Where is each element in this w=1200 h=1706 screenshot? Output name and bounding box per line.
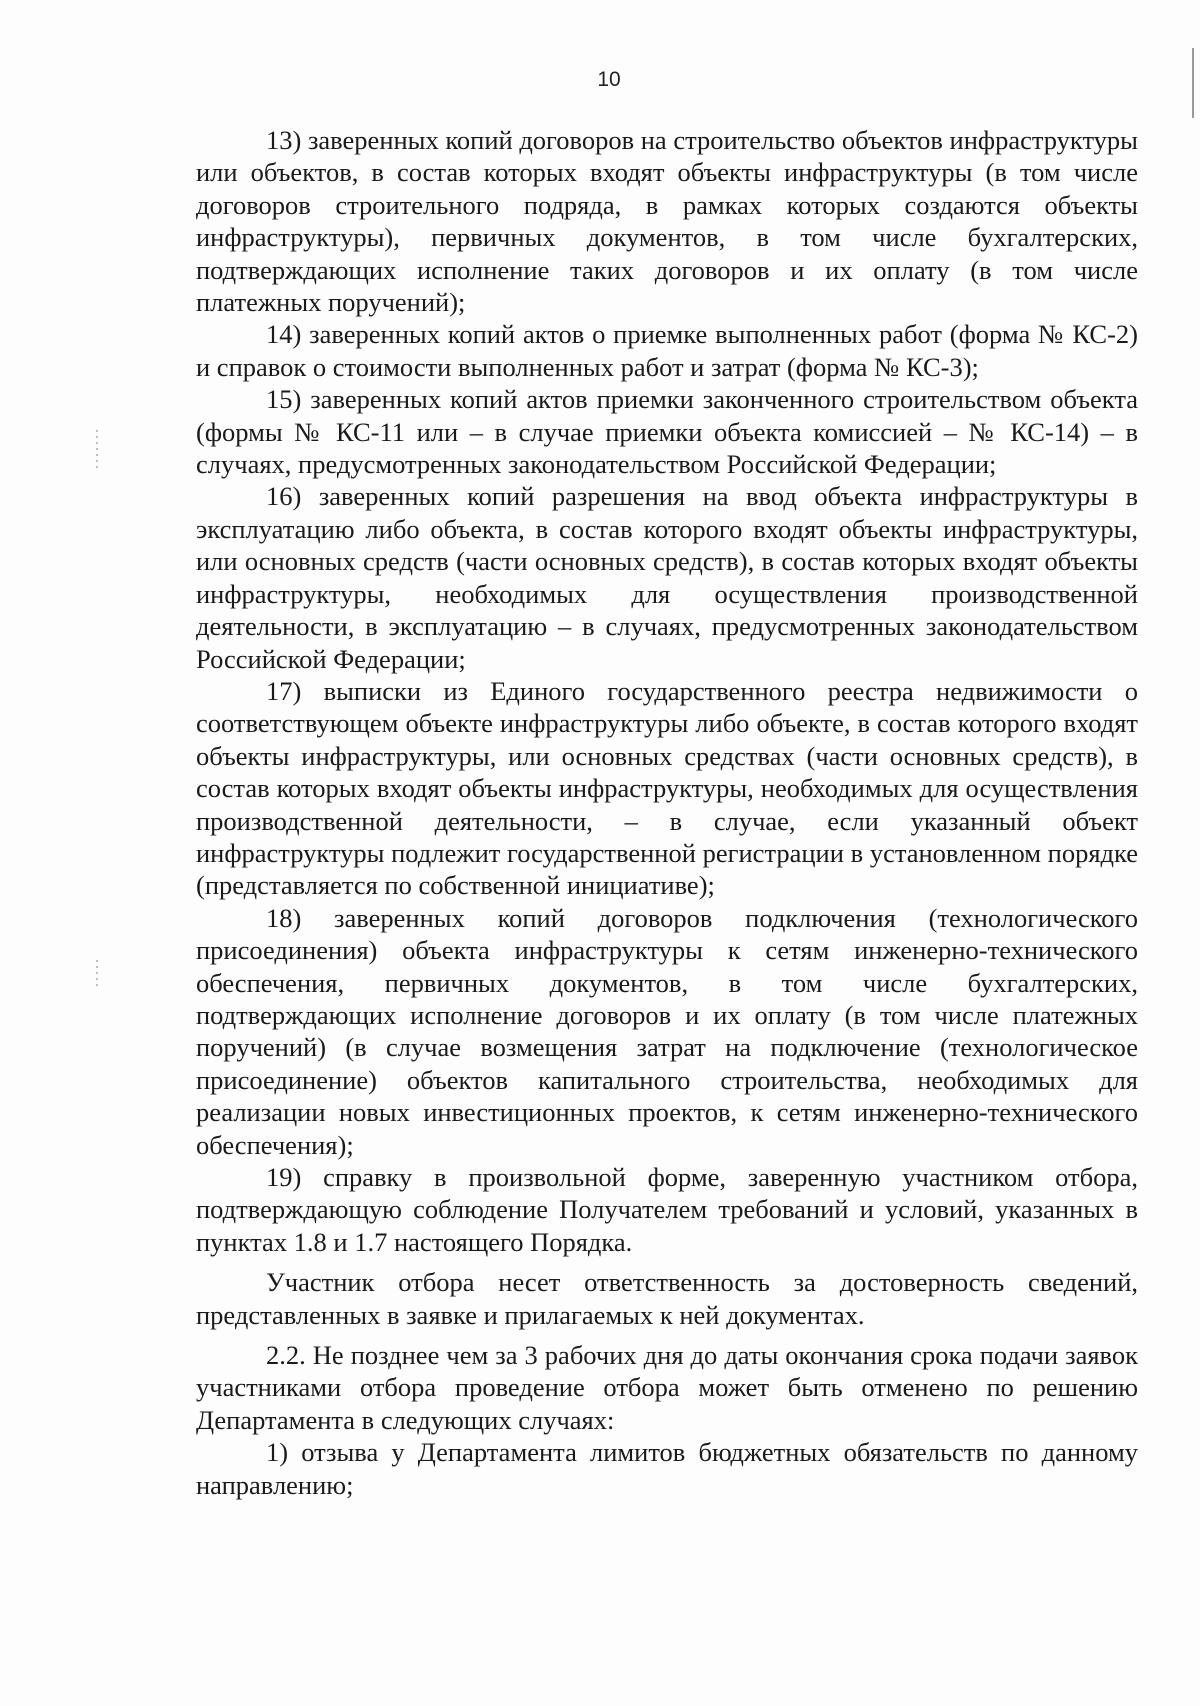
paragraph-item-15: 15) заверенных копий актов приемки законченного строительством объекта (формы № КС-11 или – в случае приемки объекта комиссией – № КС-14) – в случаях, предусмотренных законодательством Российской Федерации; — [196, 384, 1138, 480]
paragraph-item-19: 19) справку в произвольной форме, заверенную участником отбора, подтверждающую соблюдение Получателем требований и условий, указанных в пунктах 1.8 и 1.7 настоящего Порядка. — [196, 1162, 1138, 1257]
paragraph-item-18: 18) заверенных копий договоров подключения (технологического присоединения) объекта инфраструктуры к сетям инженерно-технического обеспечения, первичных документов, в том числе бухгалтерских, подтверждающих исполнение договоров и их оплату (в том числе платежных поручений) (в случае возмещения затрат на подключение (технологическое присоединение) объектов капитального строительства, необходимых для реализации новых инвестиционных проектов, к сетям инженерно-технического обеспечения); — [196, 902, 1138, 1160]
paragraph-2-2: 2.2. Не позднее чем за 3 рабочих дня до даты окончания срока подачи заявок участниками отбора проведение отбора может быть отменено по решению Департамента в следующих случаях: — [196, 1340, 1138, 1435]
paragraph-responsibility: Участник отбора несет ответственность за достоверность сведений, представленных в заявке и прилагаемых к ней документах. — [196, 1267, 1138, 1330]
paragraph-item-1: 1) отзыва у Департамента лимитов бюджетных обязательств по данному направлению; — [196, 1437, 1138, 1500]
paragraph-item-13: 13) заверенных копий договоров на строительство объектов инфраструктуры или объектов, в состав которых входят объекты инфраструктуры (в том числе договоров строительного подряда, в рамках которых создаются объекты инфраструктуры), первичных документов, в том числе бухгалтерских, подтверждающих исполнение таких договоров и их оплату (в том числе платежных поручений); — [196, 125, 1138, 318]
document-body — [196, 124, 1138, 1501]
scan-dots — [96, 430, 98, 470]
paragraph-item-14: 14) заверенных копий актов о приемке выполненных работ (форма № КС-2) и справок о стоимости выполненных работ и затрат (форма № КС-3); — [196, 319, 1138, 382]
scan-dots — [96, 960, 98, 986]
page-number: 10 — [597, 68, 621, 91]
paragraph-item-17: 17) выписки из Единого государственного реестра недвижимости о соответствующем объекте инфраструктуры либо объекте, в состав которого входят объекты инфраструктуры, или основных средствах (части основных средств), в состав которых входят объекты инфраструктуры, необходимых для осуществления производственной деятельности, – в случае, если указанный объект инфраструктуры подлежит государственной регистрации в установленном порядке (представляется по собственной инициативе); — [196, 675, 1138, 901]
paragraph-item-16: 16) заверенных копий разрешения на ввод объекта инфраструктуры в эксплуатацию либо объекта, в состав которого входят объекты инфраструктуры, или основных средств (части основных средств), в состав которых входят объекты инфраструктуры, необходимых для осуществления производственной деятельности, в эксплуатацию – в случаях, предусмотренных законодательством Российской Федерации; — [196, 481, 1138, 674]
